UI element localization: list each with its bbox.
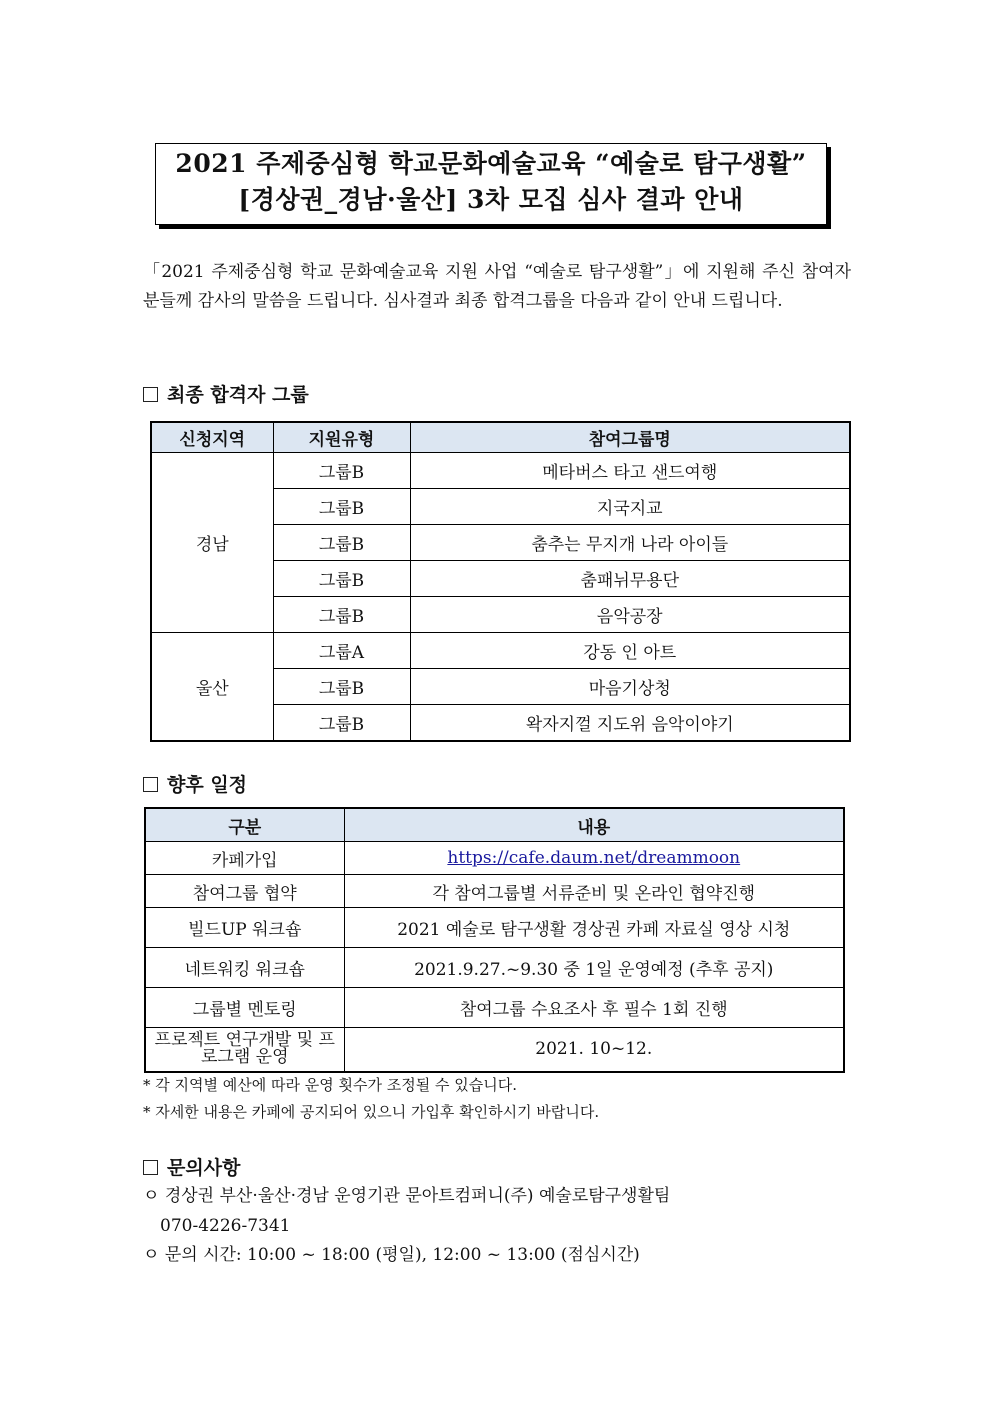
region-cell: 경남: [151, 453, 273, 633]
region-cell: 울산: [151, 633, 273, 742]
title-line-2: [경상권_경남·울산] 3차 모집 심사 결과 안내: [238, 185, 744, 214]
contact-phone: 070-4226-7341: [160, 1216, 291, 1236]
type-cell: 그룹B: [273, 453, 410, 489]
table-row: [145, 908, 844, 948]
schedule-content: 2021 예술로 탐구생활 경상권 카페 자료실 영상 시청: [344, 908, 844, 948]
group-cell: 음악공장: [410, 597, 850, 633]
type-cell: 그룹B: [273, 597, 410, 633]
schedule-table: [144, 807, 845, 1073]
title-box: [155, 143, 827, 225]
group-cell: 마음기상청: [410, 669, 850, 705]
group-cell: 왁자지껄 지도위 음악이야기: [410, 705, 850, 742]
intro-paragraph: 「2021 주제중심형 학교 문화예술교육 지원 사업 “예술로 탐구생활”」에 지원해 주신 참여자 분들께 감사의 말씀을 드립니다. 심사결과 최종 합격그룹을 다음과 같이 안내 드립니다.: [143, 262, 851, 311]
schedule-label: 빌드UP 워크숍: [145, 908, 344, 948]
group-cell: 춤추는 무지개 나라 아이들: [410, 525, 850, 561]
group-cell: 지국지교: [410, 489, 850, 525]
type-cell: 그룹B: [273, 561, 410, 597]
header-category: 구분: [145, 808, 344, 842]
table-row: [151, 453, 850, 489]
group-cell: 메타버스 타고 샌드여행: [410, 453, 850, 489]
table-header-row: [145, 808, 844, 842]
schedule-content: [344, 842, 844, 875]
group-cell: 춤패뉘무용단: [410, 561, 850, 597]
section-heading-schedule: 향후 일정: [143, 770, 247, 797]
contact-org: ㅇ 경상권 부산·울산·경남 운영기관 문아트컴퍼니(주) 예술로탐구생활팀: [143, 1186, 671, 1206]
schedule-label: 카페가입: [145, 842, 344, 875]
cafe-link[interactable]: https://cafe.daum.net/dreammoon: [447, 848, 741, 868]
header-group: 참여그룹명: [410, 422, 850, 453]
checkbox-square-icon: [143, 1160, 158, 1175]
type-cell: 그룹B: [273, 705, 410, 742]
schedule-label: 네트워킹 워크숍: [145, 948, 344, 988]
table-row: [151, 633, 850, 669]
results-table: [150, 421, 851, 742]
schedule-label: 그룹별 멘토링: [145, 988, 344, 1028]
section-heading-contact: 문의사항: [143, 1153, 240, 1180]
type-cell: 그룹A: [273, 633, 410, 669]
title-frame: [155, 143, 827, 225]
header-content: 내용: [344, 808, 844, 842]
table-row: [145, 875, 844, 908]
header-type: 지원유형: [273, 422, 410, 453]
checkbox-square-icon: [143, 387, 158, 402]
type-cell: 그룹B: [273, 489, 410, 525]
schedule-content: 2021.9.27.~9.30 중 1일 운영예정 (추후 공지): [344, 948, 844, 988]
group-cell: 강동 인 아트: [410, 633, 850, 669]
note-line: * 각 지역별 예산에 따라 운영 횟수가 조정될 수 있습니다.: [143, 1076, 517, 1094]
table-row: [145, 948, 844, 988]
type-cell: 그룹B: [273, 525, 410, 561]
contact-hours: ㅇ 문의 시간: 10:00 ~ 18:00 (평일), 12:00 ~ 13:00 (점심시간): [143, 1245, 640, 1265]
table-header-row: [151, 422, 850, 453]
note-line: * 자세한 내용은 카페에 공지되어 있으니 가입후 확인하시기 바랍니다.: [143, 1103, 600, 1121]
schedule-content: 참여그룹 수요조사 후 필수 1회 진행: [344, 988, 844, 1028]
schedule-label: 프로젝트 연구개발 및 프로그램 운영: [145, 1028, 344, 1072]
checkbox-square-icon: [143, 777, 158, 792]
type-cell: 그룹B: [273, 669, 410, 705]
header-region: 신청지역: [151, 422, 273, 453]
schedule-label: 참여그룹 협약: [145, 875, 344, 908]
title-line-1: 2021 주제중심형 학교문화예술교육 “예술로 탐구생활”: [175, 149, 807, 178]
schedule-content: 2021. 10~12.: [344, 1028, 844, 1072]
table-row: [145, 988, 844, 1028]
schedule-content: 각 참여그룹별 서류준비 및 온라인 협약진행: [344, 875, 844, 908]
table-row: [145, 1028, 844, 1072]
section-heading-results: 최종 합격자 그룹: [143, 380, 309, 407]
table-row: [145, 842, 844, 875]
